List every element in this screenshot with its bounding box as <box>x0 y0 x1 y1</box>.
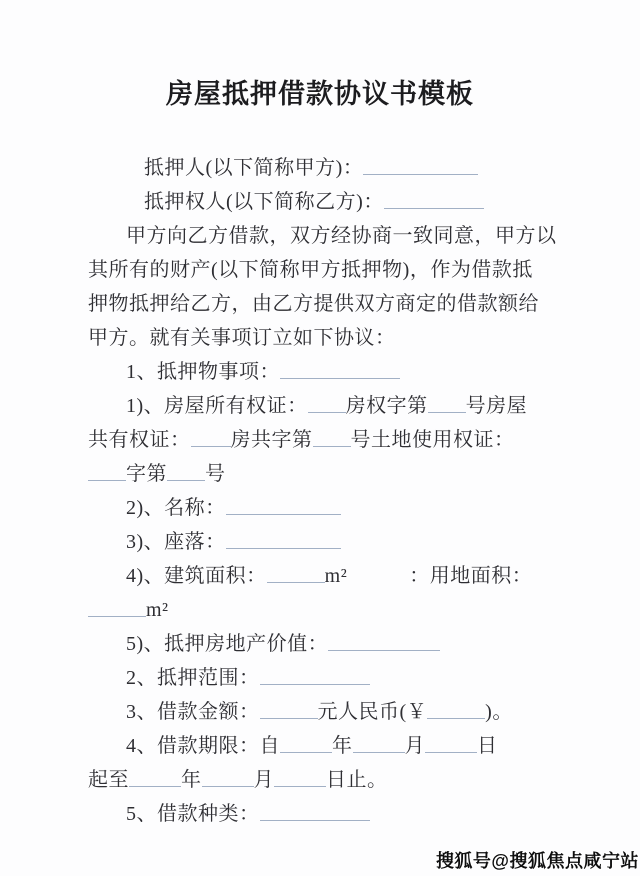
blank-field <box>260 805 370 821</box>
line-text: 房权字第 <box>345 395 428 417</box>
document-line <box>88 695 558 729</box>
spacer <box>347 572 409 582</box>
document-line <box>88 525 558 559</box>
blank-field <box>328 635 440 651</box>
blank-field <box>427 703 485 719</box>
blank-field <box>308 397 346 413</box>
blank-field <box>260 669 370 685</box>
sohu-watermark: 搜狐号@搜狐焦点咸宁站 <box>435 851 639 871</box>
document-line <box>88 389 558 423</box>
line-text: 号房屋 <box>465 395 528 417</box>
blank-field <box>428 397 466 413</box>
line-text: 4)、建筑面积： <box>126 565 267 587</box>
line-text: 号 <box>205 463 226 485</box>
line-text: 日 <box>477 735 498 757</box>
blank-field <box>384 193 484 209</box>
document-title: 房屋抵押借款协议书模板 <box>166 79 474 109</box>
document-line <box>88 797 558 831</box>
line-text: 2)、名称： <box>126 497 226 519</box>
blank-field <box>274 771 326 787</box>
blank-field <box>167 465 205 481</box>
document-line <box>88 729 558 763</box>
blank-field <box>363 159 478 175</box>
document-line <box>88 627 558 661</box>
line-text: 5)、抵押房地产价值： <box>126 633 329 655</box>
line-text: 元人民币(￥ <box>317 701 428 723</box>
blank-field <box>280 737 332 753</box>
line-text: 3)、座落： <box>126 531 226 553</box>
document-line <box>88 321 558 355</box>
line-text: 2、抵押范围： <box>126 667 260 689</box>
document-line <box>88 219 558 253</box>
line-text: 字第 <box>126 463 167 485</box>
line-text: ：用地面积： <box>409 565 533 587</box>
document-line <box>88 423 558 457</box>
line-text: 共有权证： <box>88 429 191 451</box>
blank-field <box>226 533 341 549</box>
document-line <box>88 559 558 593</box>
line-text: 其所有的财产(以下简称甲方抵押物)，作为借款抵 <box>88 259 533 281</box>
document-line <box>88 457 558 491</box>
line-text: 年 <box>332 735 353 757</box>
blank-field <box>129 771 181 787</box>
line-text: 房共字第 <box>230 429 313 451</box>
document-line <box>88 593 558 627</box>
line-text: 月 <box>404 735 425 757</box>
line-text: 5、借款种类： <box>126 803 260 825</box>
blank-field <box>353 737 405 753</box>
document-line <box>88 287 558 321</box>
document-line <box>88 661 558 695</box>
blank-field <box>280 363 400 379</box>
document-line <box>88 185 558 219</box>
blank-field <box>313 431 351 447</box>
line-text: 1)、房屋所有权证： <box>126 395 308 417</box>
blank-field <box>202 771 254 787</box>
line-text: 号土地使用权证： <box>350 429 515 451</box>
line-text: m² <box>146 599 169 621</box>
line-text: 甲方。就有关事项订立如下协议： <box>88 327 396 349</box>
line-text: 甲方向乙方借款，双方经协商一致同意，甲方以 <box>126 225 557 247</box>
document-line <box>88 355 558 389</box>
line-text: 抵押权人(以下简称乙方)： <box>144 191 384 213</box>
document-body <box>88 151 558 831</box>
blank-field <box>425 737 477 753</box>
blank-field <box>260 703 318 719</box>
document-line <box>88 253 558 287</box>
document-line <box>88 763 558 797</box>
document-line <box>88 491 558 525</box>
line-text: 日止。 <box>326 769 388 791</box>
line-text: 4、借款期限：自 <box>126 735 280 757</box>
line-text: 3、借款金额： <box>126 701 260 723</box>
line-text: 起至 <box>88 769 129 791</box>
blank-field <box>88 601 146 617</box>
blank-field <box>226 499 341 515</box>
line-text: )。 <box>485 701 513 723</box>
line-text: 抵押人(以下简称甲方)： <box>144 157 364 179</box>
line-text: 1、抵押物事项： <box>126 361 280 383</box>
blank-field <box>88 465 126 481</box>
line-text: m² <box>324 565 348 587</box>
line-text: 押物抵押给乙方，由乙方提供双方商定的借款额给 <box>88 293 539 315</box>
line-text: 年 <box>181 769 202 791</box>
blank-field <box>267 567 325 583</box>
line-text: 月 <box>253 769 274 791</box>
blank-field <box>191 431 231 447</box>
document-line <box>88 151 558 185</box>
